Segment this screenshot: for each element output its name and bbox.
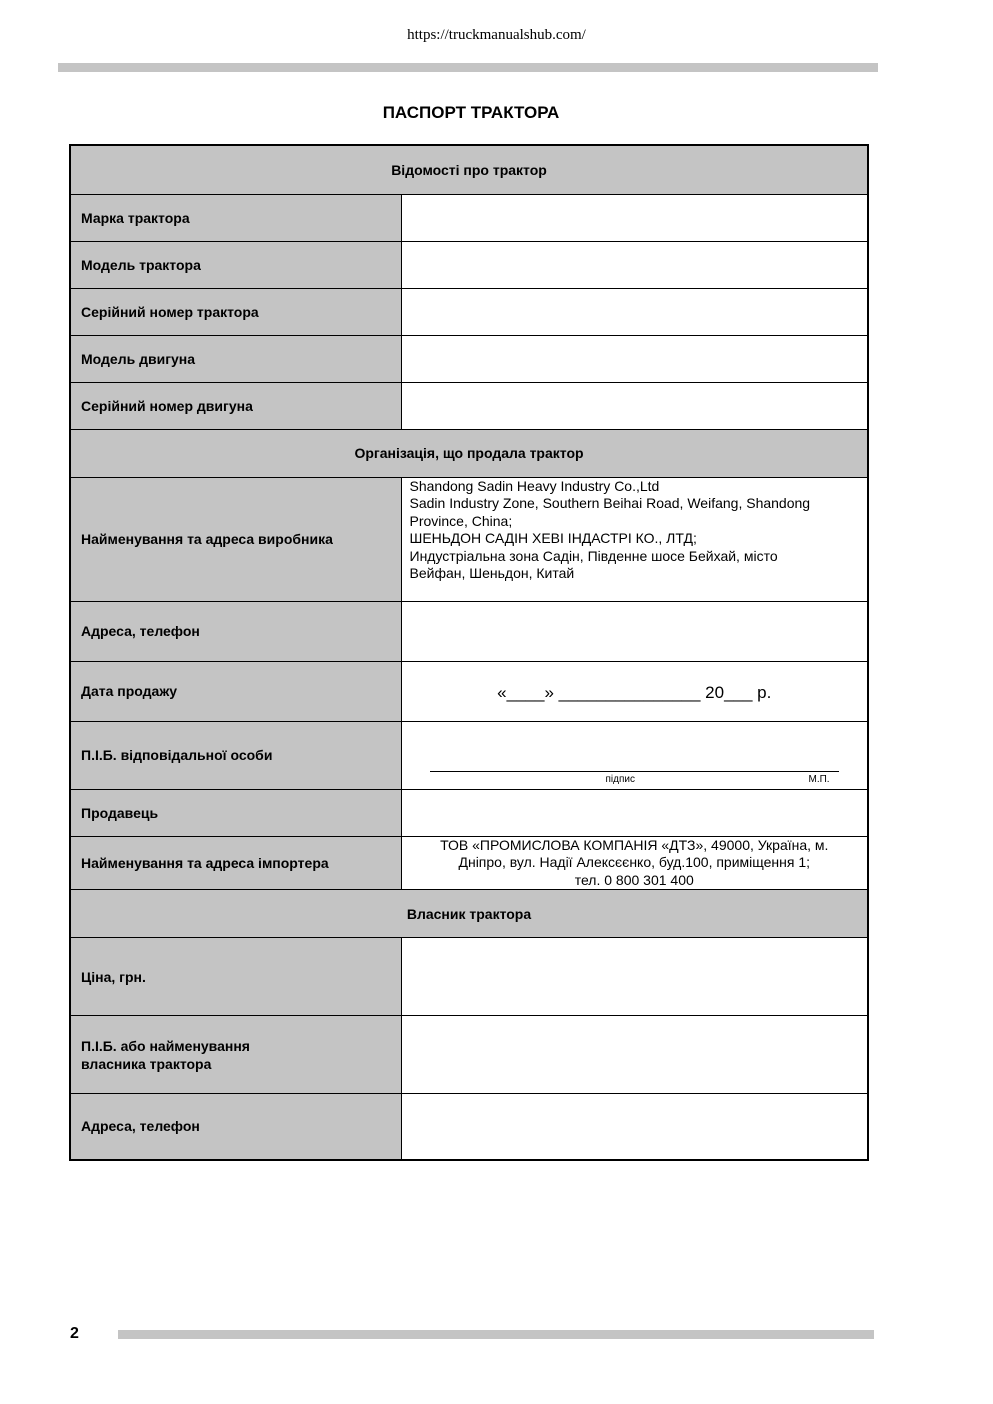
field-label: Ціна, грн. [70,938,401,1016]
row-tractor-brand [70,194,868,241]
manufacturer-line: Вейфан, Шеньдон, Китай [409,565,575,581]
tractor-passport-table [69,144,869,1161]
tractor-brand-field[interactable] [401,194,868,241]
signature-caption: підпис [605,773,635,785]
field-label: Серійний номер трактора [70,288,401,335]
page-number: 2 [70,1325,79,1342]
section-title: Організація, що продала трактор [70,429,868,477]
source-url: https://truckmanualshub.com/ [407,27,586,43]
field-label: Серійний номер двигуна [70,382,401,429]
engine-model-field[interactable] [401,335,868,382]
owner-address-phone-field[interactable] [401,1094,868,1160]
manufacturer-line: ШЕНЬДОН САДІН ХЕВІ ІНДАСТРІ КО., ЛТД; [409,530,697,546]
manufacturer-line: Shandong Sadin Heavy Industry Co.,Ltd [409,477,660,494]
field-label: Найменування та адреса імпортера [70,836,401,890]
importer-line: ТОВ «ПРОМИСЛОВА КОМПАНІЯ «ДТЗ», 49000, Україна, м. [440,836,829,853]
row-owner-address-phone [70,1094,868,1160]
importer-line: Дніпро, вул. Надії Алексєєнко, буд.100, приміщення 1; [458,854,811,870]
tractor-serial-field[interactable] [401,288,868,335]
signature-field[interactable] [401,721,868,789]
row-price [70,938,868,1016]
row-engine-serial [70,382,868,429]
price-field[interactable] [401,938,868,1016]
engine-serial-field[interactable] [401,382,868,429]
row-responsible-person [70,721,868,789]
signature-line [430,771,840,772]
field-label-line: власника трактора [81,1055,212,1072]
section-header-owner [70,890,868,938]
stamp-caption: М.П. [808,773,830,785]
row-manufacturer [70,477,868,601]
footer-divider [118,1330,874,1339]
row-engine-model [70,335,868,382]
field-label: Продавець [70,789,401,836]
field-label: Модель трактора [70,241,401,288]
field-label: Найменування та адреса виробника [70,477,401,601]
row-importer [70,836,868,890]
seller-field[interactable] [401,789,868,836]
field-label: Модель двигуна [70,335,401,382]
row-tractor-serial [70,288,868,335]
row-seller [70,789,868,836]
field-label [70,1016,401,1094]
field-label: Марка трактора [70,194,401,241]
tractor-model-field[interactable] [401,241,868,288]
manufacturer-line: Sadin Industry Zone, Southern Beihai Road, Weifang, Shandong [409,495,811,511]
field-label: Дата продажу [70,661,401,721]
importer-line: тел. 0 800 301 400 [574,871,694,888]
manufacturer-line: Индустріальна зона Садін, Південне шосе Бейхай, місто [409,547,778,564]
section-title: Власник трактора [70,890,868,938]
row-owner-name [70,1016,868,1094]
owner-name-field[interactable] [401,1016,868,1094]
field-label-line: П.І.Б. або найменування [81,1037,250,1054]
section-header-seller-org [70,429,868,477]
seller-address-phone-field[interactable] [401,601,868,661]
manufacturer-value [401,477,868,601]
document-title: ПАСПОРТ ТРАКТОРА [382,103,560,122]
field-label: Адреса, телефон [70,1094,401,1160]
importer-value [401,836,868,890]
manufacturer-line: Province, China; [409,512,513,529]
signature-area [402,722,868,789]
field-label: П.І.Б. відповідальної особи [70,721,401,789]
row-tractor-model [70,241,868,288]
section-title: Відомості про трактор [70,145,868,194]
sale-date-field[interactable]: «____» _______________ 20___ р. [401,661,868,721]
field-label: Адреса, телефон [70,601,401,661]
section-header-tractor-info [70,145,868,194]
row-seller-address-phone [70,601,868,661]
header-divider [58,63,878,72]
row-sale-date [70,661,868,721]
